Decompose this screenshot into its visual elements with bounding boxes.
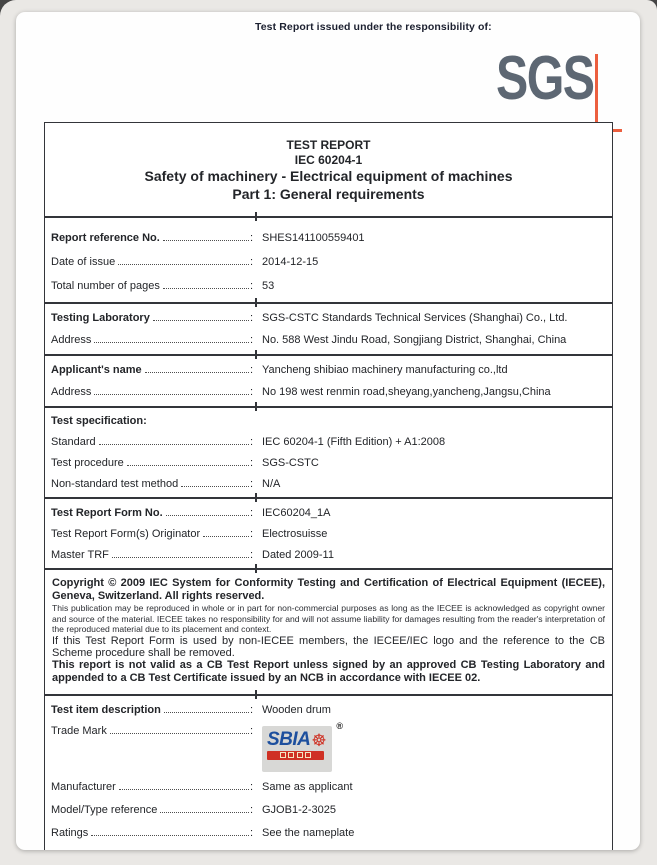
row-label [51, 704, 253, 716]
row-value: GJOB1-2-3025 [262, 804, 336, 816]
row-colon: : [249, 548, 253, 561]
document-page [16, 12, 640, 850]
row-value: SGS-CSTC [262, 456, 319, 469]
dotted-leader [110, 733, 249, 734]
trademark-banner-glyph [305, 752, 311, 758]
dotted-leader [163, 288, 249, 289]
row-label [51, 478, 253, 490]
row-label [51, 781, 253, 793]
row-value [253, 720, 604, 776]
row-label [51, 457, 253, 469]
header-note: Test Report issued under the responsibility of: [255, 21, 492, 33]
row-label-text: Address [51, 334, 92, 346]
dotted-leader [112, 557, 249, 558]
table-row [45, 722, 612, 776]
row-label-text: Applicant's name [51, 364, 142, 376]
copyright-paragraph: If this Test Report Form is used by non-IECEE members, the IECEE/IEC logo and the reference to the CB Scheme procedure shall be removed. [52, 634, 605, 659]
table-section [45, 218, 612, 302]
row-label-text: Test procedure [51, 456, 124, 469]
table-row [45, 381, 612, 403]
dotted-leader [127, 465, 249, 466]
report-title-block [45, 123, 612, 218]
sgs-logo-text: SGS [496, 44, 594, 113]
row-colon: : [249, 456, 253, 469]
table-section [45, 354, 612, 406]
row-label [51, 549, 253, 561]
row-label-text: Model/Type reference [51, 804, 158, 816]
dotted-leader [145, 372, 249, 373]
row-colon: : [249, 280, 253, 292]
row-colon: : [249, 435, 253, 448]
dotted-leader [119, 789, 249, 790]
row-label-text: Test item description [51, 704, 161, 716]
row-colon: : [249, 827, 253, 839]
table-section [45, 302, 612, 354]
table-row [45, 307, 612, 329]
row-value: Wooden drum [262, 704, 331, 716]
row-colon: : [249, 804, 253, 816]
dotted-leader [118, 264, 249, 265]
row-value: Dated 2009-11 [262, 548, 334, 561]
row-label [51, 725, 253, 737]
row-colon: : [249, 232, 253, 244]
row-label [51, 507, 253, 519]
row-colon: : [249, 781, 253, 793]
table-section [45, 406, 612, 497]
table-section [45, 497, 612, 568]
row-colon: : [249, 724, 253, 737]
table-row [45, 502, 612, 523]
table-section [45, 694, 612, 848]
report-fields [45, 218, 612, 848]
row-colon: : [249, 312, 253, 324]
row-value: 53 [262, 280, 275, 292]
table-row [45, 431, 612, 452]
title-line: Part 1: General requirements [232, 185, 425, 202]
row-label-text: Date of issue [51, 256, 116, 268]
table-row [45, 226, 612, 250]
row-colon: : [249, 527, 253, 540]
table-row [45, 776, 612, 799]
row-label [51, 334, 253, 346]
row-label-text: Total number of pages [51, 280, 160, 292]
dotted-leader [94, 394, 249, 395]
section-heading: Test specification: [51, 415, 147, 427]
copyright-block [45, 573, 612, 691]
title-line: IEC 60204-1 [294, 153, 363, 167]
copyright-section [45, 568, 612, 694]
trademark-banner-glyph [288, 752, 294, 758]
row-label [51, 528, 253, 540]
row-colon: : [249, 386, 253, 398]
table-row [45, 799, 612, 822]
row-label [51, 232, 253, 244]
row-label [51, 312, 253, 324]
row-label [51, 280, 253, 292]
table-row [45, 699, 612, 722]
row-label-text: Test Report Form No. [51, 506, 163, 519]
row-label-text: Report reference No. [51, 232, 160, 244]
row-value: Electrosuisse [262, 527, 328, 540]
dotted-leader [160, 812, 249, 813]
row-value: IEC60204_1A [262, 506, 331, 519]
row-label-text: Ratings [51, 827, 89, 839]
row-value: No 198 west renmin road,sheyang,yancheng,Jangsu,China [262, 386, 551, 398]
registered-mark: ® [336, 720, 343, 731]
dotted-leader [94, 342, 249, 343]
row-label-text: Test Report Form(s) Originator [51, 527, 201, 540]
row-label-text: Manufacturer [51, 781, 116, 793]
dotted-leader [91, 835, 249, 836]
table-row [45, 473, 612, 494]
row-value: IEC 60204-1 (Fifth Edition) + A1:2008 [262, 435, 446, 448]
row-label-text: Testing Laboratory [51, 312, 150, 324]
table-row [45, 822, 612, 845]
row-label-text: Non-standard test method [51, 477, 179, 490]
dotted-leader [203, 536, 249, 537]
copyright-paragraph: This publication may be reproduced in whole or in part for non-commercial purposes as long as the IECEE is acknowledged as copyright owner and source of the material. IECEE takes no responsibility for and will not assume liability for damages resulting from the reader's interpretation of the reproduced material due to its placement and context. [52, 603, 605, 634]
row-label [51, 827, 253, 839]
row-value: Yancheng shibiao machinery manufacturing co.,ltd [262, 364, 508, 376]
row-colon: : [249, 334, 253, 346]
row-label-text: Standard [51, 435, 96, 448]
title-line: Safety of machinery - Electrical equipment of machines [144, 168, 513, 184]
row-colon: : [249, 256, 253, 268]
dotted-leader [164, 712, 249, 713]
dotted-leader [166, 515, 249, 516]
row-value: N/A [262, 477, 281, 490]
report-table [44, 122, 613, 850]
row-value: 2014-12-15 [262, 256, 319, 268]
copyright-paragraph: This report is not valid as a CB Test Report unless signed by an approved CB Testing Laboratory and appended to a CB Test Certificate issued by an NCB in accordance with IECEE 02. [52, 658, 605, 684]
table-row [45, 250, 612, 274]
trademark-logo [262, 720, 343, 772]
row-label [51, 436, 253, 448]
trademark-logo-box [262, 726, 332, 772]
row-label-text: Trade Mark [51, 724, 107, 737]
row-label [51, 256, 253, 268]
row-label [51, 804, 253, 816]
trademark-banner-glyph [297, 752, 303, 758]
dotted-leader [181, 486, 249, 487]
table-row [45, 452, 612, 473]
trademark-banner [267, 751, 324, 760]
row-value: SGS-CSTC Standards Technical Services (Shanghai) Co., Ltd. [262, 312, 568, 324]
title-line: TEST REPORT [286, 138, 371, 152]
trademark-banner-glyph [280, 752, 286, 758]
row-label [51, 364, 253, 376]
row-value: Same as applicant [262, 781, 353, 793]
trademark-logo-text: SBIA [267, 728, 311, 750]
wheel-icon: ☸ [311, 730, 327, 750]
row-value: SHES141100559401 [262, 232, 365, 244]
row-colon: : [249, 506, 253, 519]
row-label-text: Address [51, 386, 92, 398]
dotted-leader [99, 444, 249, 445]
table-row [45, 274, 612, 298]
row-colon: : [249, 704, 253, 716]
table-row [45, 359, 612, 381]
dotted-leader [163, 240, 249, 241]
sgs-logo [482, 44, 640, 124]
row-colon: : [249, 364, 253, 376]
row-label [51, 386, 253, 398]
row-value: See the nameplate [262, 827, 355, 839]
row-label-text: Master TRF [51, 548, 109, 561]
dotted-leader [153, 320, 249, 321]
table-row [45, 329, 612, 351]
table-row [45, 544, 612, 565]
row-colon: : [249, 477, 253, 490]
copyright-paragraph: Copyright © 2009 IEC System for Conformity Testing and Certification of Electrical Equipment (IECEE), Geneva, Switzerland. All rights reserved. [52, 577, 605, 602]
table-row [45, 523, 612, 544]
trademark-logo-row [267, 730, 328, 749]
row-value: No. 588 West Jindu Road, Songjiang District, Shanghai, China [262, 334, 567, 346]
